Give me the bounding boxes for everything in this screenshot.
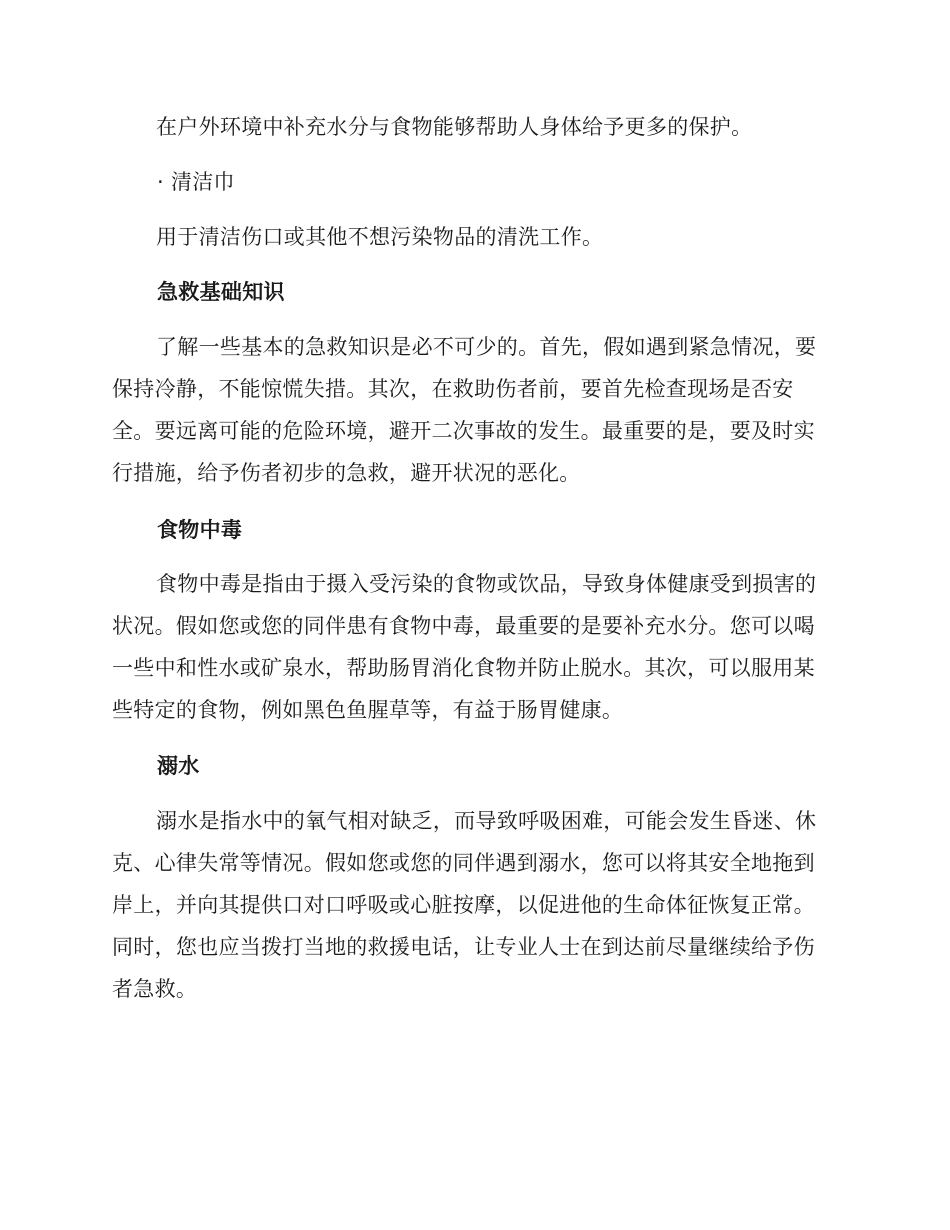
- section-heading-drowning: 溺水: [157, 754, 200, 778]
- section-heading-first-aid: 急救基础知识: [157, 280, 285, 304]
- wipes-paragraph: 用于清洁伤口或其他不想污染物品的清洗工作。: [156, 225, 604, 249]
- section-body-food-poisoning: 食物中毒是指由于摄入受污染的食物或饮品，导致身体健康受到损害的状况。假如您或您的同伴患有食物中毒，最重要的是要补充水分。您可以喝一些中和性水或矿泉水，帮助肠胃消化食物并防止脱水。其次，可以服用某些特定的食物，例如黑色鱼腥草等，有益于肠胃健康。: [112, 572, 817, 722]
- section-body-first-aid: 了解一些基本的急救知识是必不可少的。首先，假如遇到紧急情况，要保持冷静，不能惊慌失措。其次，在救助伤者前，要首先检查现场是否安全。要远离可能的危险环境，避开二次事故的发生。最重要的是，要及时实行措施，给予伤者初步的急救，避开状况的恶化。: [112, 335, 817, 485]
- intro-paragraph: 在户外环境中补充水分与食物能够帮助人身体给予更多的保护。: [156, 115, 753, 139]
- bullet-item-wipes: · 清洁巾: [157, 170, 235, 194]
- section-heading-food-poisoning: 食物中毒: [157, 518, 243, 542]
- section-body-drowning: 溺水是指水中的氧气相对缺乏，而导致呼吸困难，可能会发生昏迷、休克、心律失常等情况。假如您或您的同伴遇到溺水，您可以将其安全地拖到岸上，并向其提供口对口呼吸或心脏按摩，以促进他的生命体征恢复正常。同时，您也应当拨打当地的救援电话，让专业人士在到达前尽量继续给予伤者急救。: [112, 809, 817, 1001]
